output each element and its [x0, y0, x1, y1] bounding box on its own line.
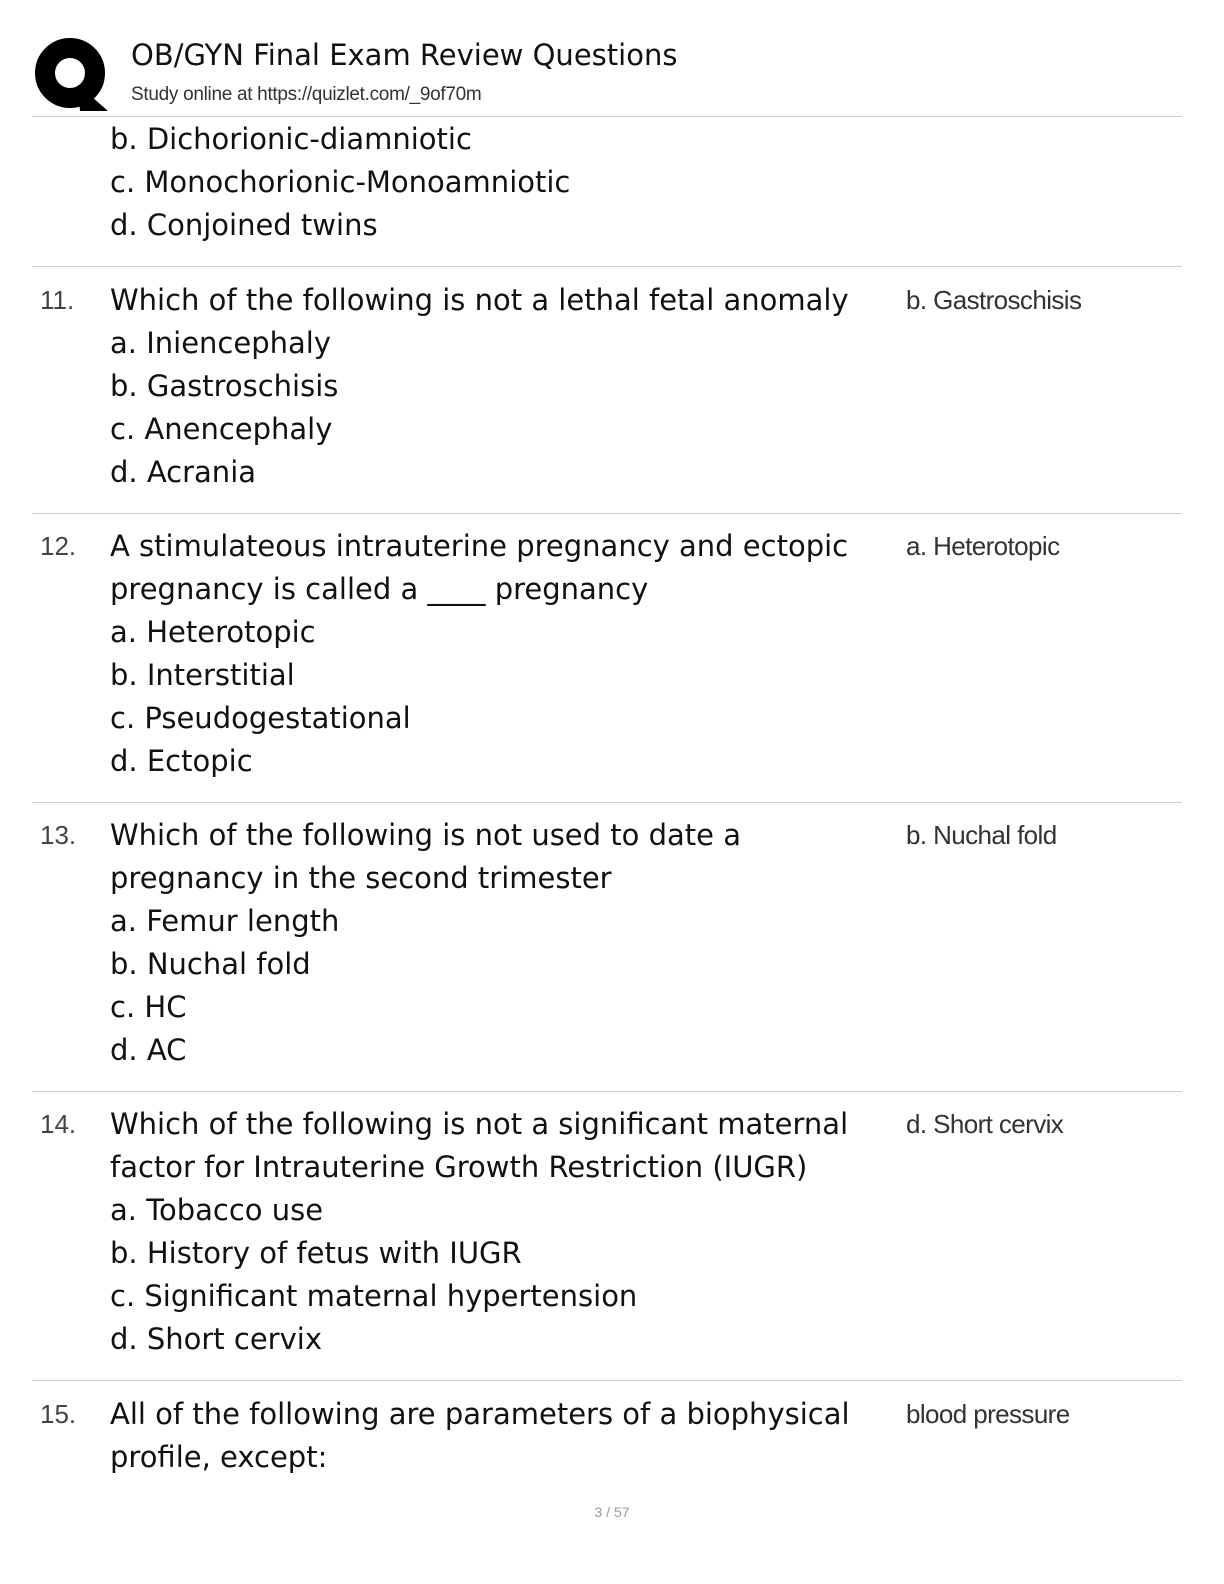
question-text: Which of the following is not used to date a pregnancy in the second trimester: [110, 818, 741, 895]
option-item: c. Significant maternal hypertension: [110, 1279, 638, 1313]
question-text: Which of the following is not a significant maternal factor for Intrauterine Growth Restriction (IUGR): [110, 1107, 849, 1184]
question-text: All of the following are parameters of a biophysical profile, except:: [110, 1397, 850, 1474]
question-text: A stimulateous intrauterine pregnancy and ectopic pregnancy is called a ____ pregnancy: [110, 529, 849, 606]
option-item: d. Acrania: [110, 455, 257, 489]
option-item: c. Pseudogestational: [110, 701, 411, 735]
answer-text: b. Gastroschisis: [906, 285, 1082, 315]
option-item: b. Gastroschisis: [110, 369, 339, 403]
question-number: 14.: [40, 1109, 77, 1139]
study-online-link[interactable]: Study online at https://quizlet.com/_9of70m: [131, 84, 482, 105]
option-item: c. Anencephaly: [110, 412, 333, 446]
option-item: b. Interstitial: [110, 658, 295, 692]
option-item: d. Ectopic: [110, 744, 253, 778]
question-divider: [32, 266, 1182, 267]
question-number: 15.: [40, 1399, 77, 1429]
question-divider: [32, 802, 1182, 803]
page-number: 3 / 57: [594, 1504, 630, 1520]
option-item: d. AC: [110, 1033, 187, 1067]
option-item: d. Conjoined twins: [110, 208, 378, 242]
answer-text: a. Heterotopic: [906, 531, 1060, 561]
option-item: b. Dichorionic-diamniotic: [110, 122, 472, 156]
document-header: [32, 30, 1182, 116]
question-number: 12.: [40, 531, 77, 561]
quizlet-logo-icon: [34, 35, 110, 111]
option-item: b. Nuchal fold: [110, 947, 311, 981]
option-item: b. History of fetus with IUGR: [110, 1236, 522, 1270]
option-item: a. Heterotopic: [110, 615, 316, 649]
question-divider: [32, 513, 1182, 514]
question-number: 13.: [40, 820, 77, 850]
document-title: OB/GYN Final Exam Review Questions: [131, 38, 678, 72]
question-text: Which of the following is not a lethal fetal anomaly: [110, 283, 849, 317]
option-item: a. Tobacco use: [110, 1193, 324, 1227]
header-divider: [32, 116, 1182, 117]
option-item: c. HC: [110, 990, 187, 1024]
answer-text: blood pressure: [906, 1399, 1070, 1429]
option-item: d. Short cervix: [110, 1322, 322, 1356]
answer-text: b. Nuchal fold: [906, 820, 1057, 850]
question-divider: [32, 1380, 1182, 1381]
question-number: 11.: [40, 285, 75, 315]
option-item: c. Monochorionic-Monoamniotic: [110, 165, 571, 199]
answer-text: d. Short cervix: [906, 1109, 1064, 1139]
question-divider: [32, 1091, 1182, 1092]
option-item: a. Femur length: [110, 904, 340, 938]
option-item: a. Iniencephaly: [110, 326, 331, 360]
